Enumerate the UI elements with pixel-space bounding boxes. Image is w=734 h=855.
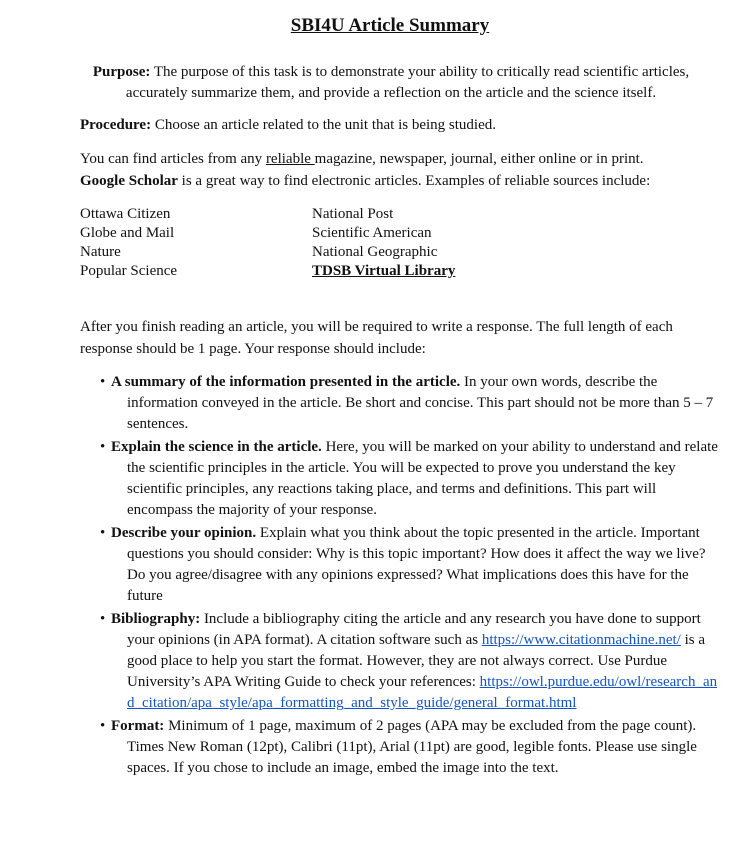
citationmachine-link[interactable]: https://www.citationmachine.net/ (481, 632, 681, 648)
procedure-paragraph (80, 115, 720, 136)
source-item: Globe and Mail (80, 225, 175, 241)
purpose-text: The purpose of this task is to demonstrate your ability to critically read scientific articles, accurately summarize them, and provide a reflection on the article and the science itself. (125, 64, 690, 101)
format-label: Format: (111, 718, 165, 734)
list-item-format (100, 716, 720, 779)
source-item: National Geographic (312, 244, 438, 260)
purpose-paragraph (70, 62, 712, 103)
purpose-label: Purpose: (92, 64, 151, 80)
summary-text: In your own words, describe the information conveyed in the article. Be short and concise. This part should not be more than 5 – 7 sentences. (127, 374, 714, 432)
science-text: Here, you will be marked on your ability to understand and relate the scientific principles in the article. You will be expected to prove you understand the key scientific principles, any reactions taking place, and terms and definitions. This part will encompass the majority of your response. (127, 439, 718, 518)
bibliography-text: Include a bibliography citing the article and any research you have done to support your opinions (in APA format). A citation software such as (127, 611, 701, 648)
tdsb-virtual-library-link[interactable]: TDSB Virtual Library (312, 263, 456, 279)
source-item: Popular Science (80, 263, 178, 279)
source-item: Scientific American (312, 225, 432, 241)
purdue-owl-link[interactable]: https://owl.purdue.edu/owl/research_and_citation/apa_style/apa_formatting_and_style_guide/general_format.html (127, 674, 718, 711)
sources-intro-text-3: is a great way to find electronic articles. Examples of reliable sources include: (177, 172, 651, 189)
sources-right-column (312, 205, 542, 281)
format-text: Minimum of 1 page, maximum of 2 pages (APA may be excluded from the page count). Times New Roman (12pt), Calibri (11pt), Arial (11pt) are good, legible fonts. Please use single spaces. If you chose to include an image, embed the image into the text. (127, 718, 697, 776)
bibliography-label: Bibliography: (111, 611, 201, 627)
list-item-summary (100, 372, 720, 435)
sources-intro-text: You can find articles from any (80, 151, 266, 167)
bullet-dot: • (100, 439, 106, 455)
bullet-dot: • (100, 718, 106, 734)
opinion-label: Describe your opinion. (111, 525, 257, 541)
opinion-text: Explain what you think about the topic presented in the article. Important questions you should consider: Why is this topic important? How does it affect the way we live? Do you agree/disagree with any opinions expressed? What implications does this have for the future (127, 525, 706, 604)
procedure-text: Choose an article related to the unit that is being studied. (151, 117, 497, 133)
source-item: Ottawa Citizen (80, 206, 171, 222)
science-label: Explain the science in the article. (111, 439, 322, 455)
bullet-dot: • (100, 374, 106, 390)
reliable-word: reliable (265, 151, 315, 167)
bibliography-text-2: is a good place to help you start the format. However, they are not always correct. Use Purdue University’s APA Writing Guide to check your references: (127, 632, 705, 690)
list-item-science (100, 437, 720, 521)
google-scholar-label: Google Scholar (80, 172, 178, 189)
bullet-dot: • (100, 525, 106, 541)
sources-left-column (80, 205, 310, 281)
summary-label: A summary of the information presented in the article. (111, 374, 461, 390)
sources-intro-text-2: magazine, newspaper, journal, either online or in print. (314, 151, 644, 167)
requirements-list (100, 372, 720, 781)
response-intro-paragraph: After you finish reading an article, you will be required to write a response. The full length of each response should be 1 page. Your response should include: (80, 319, 673, 357)
list-item-opinion (100, 523, 720, 607)
bullet-dot: • (100, 611, 106, 627)
procedure-label: Procedure: (80, 117, 152, 133)
source-item: National Post (312, 206, 394, 222)
list-item-bibliography (100, 609, 720, 714)
source-item: Nature (80, 244, 121, 260)
sources-intro-paragraph (80, 149, 720, 192)
page-title: SBI4U Article Summary (290, 15, 490, 36)
